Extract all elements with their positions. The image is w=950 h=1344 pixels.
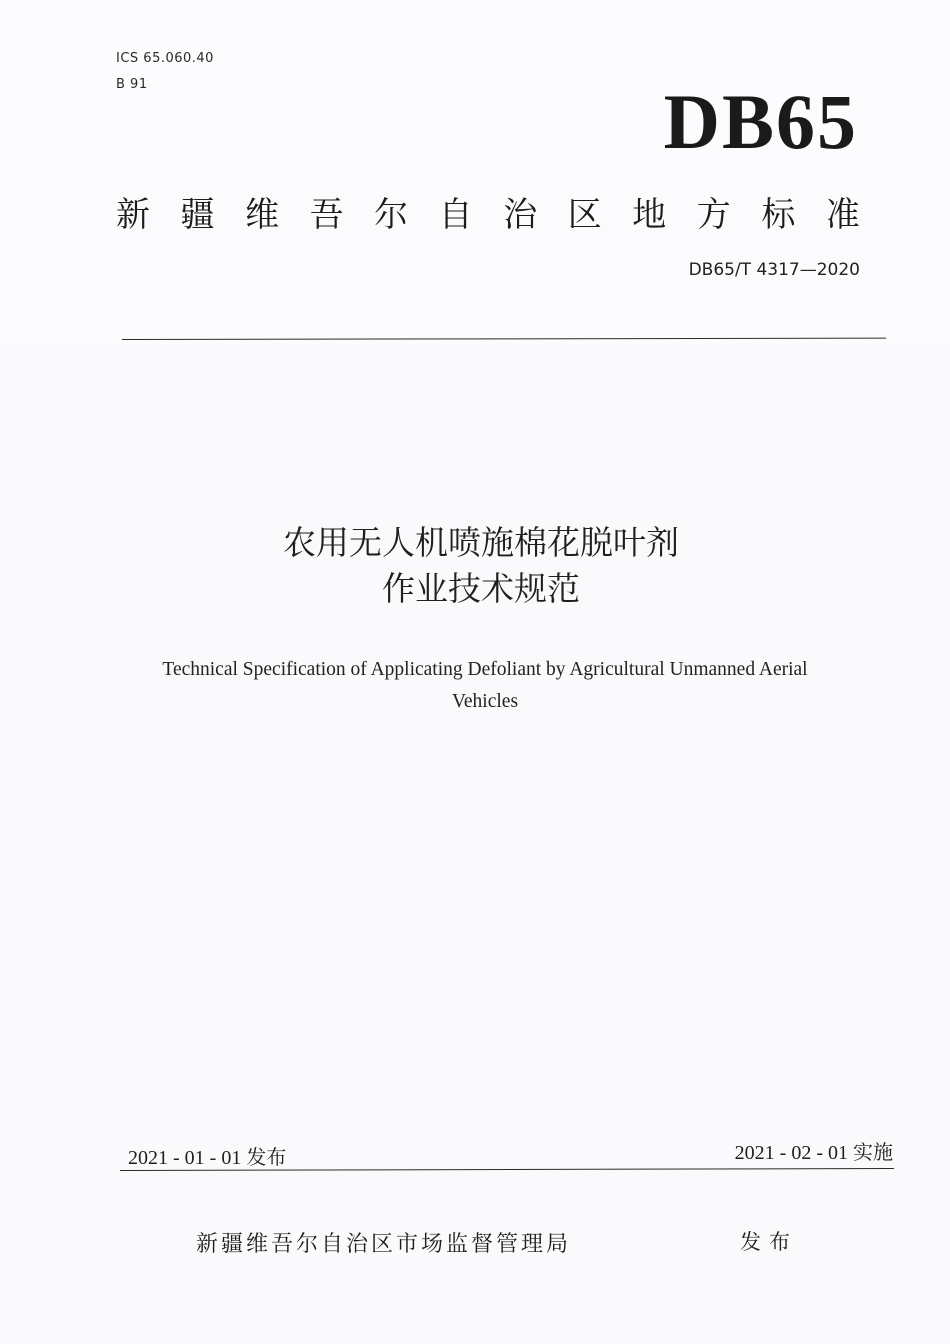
standard-number: DB65/T 4317—2020 [688,260,860,280]
implementation-date: 2021 - 02 - 01 实施 [734,1142,893,1164]
classification-codes [116,46,214,98]
standard-type-char: 治 [503,195,538,235]
publisher-name: 新疆维吾尔自治区市场监督管理局 [196,1232,572,1257]
issue-date: 2021 - 01 - 01 发布 [128,1147,287,1169]
english-title-line: Vehicles [451,691,519,712]
standard-type-char: 尔 [374,195,409,235]
standard-type-char: 疆 [180,195,215,235]
chinese-title-line: 农用无人机喷施棉花脱叶剂 [283,523,679,562]
standard-type-char: 区 [567,195,602,235]
standard-type-char: 新 [116,195,150,235]
standard-type-char: 准 [825,195,860,235]
english-title-line: Technical Specification of Applicating Defoliant by Agricultural Unmanned Aerial [162,659,808,680]
standard-type-char: 自 [438,195,473,235]
standard-type-char: 标 [761,195,796,235]
standard-type-char: 吾 [309,195,344,235]
ics-code: ICS 65.060.40 [116,51,214,66]
english-title [0,654,950,718]
standard-type-char: 方 [696,195,731,235]
standard-type-title [116,192,860,238]
standard-type-char: 地 [632,195,667,235]
standard-type-char: 维 [245,195,280,235]
standard-logo: DB65 [663,78,858,165]
chinese-title [0,520,950,612]
header-divider [122,338,886,340]
publish-label: 发布 [740,1230,798,1254]
chinese-title-line: 作业技术规范 [382,569,580,608]
ccs-code: B 91 [116,77,148,92]
